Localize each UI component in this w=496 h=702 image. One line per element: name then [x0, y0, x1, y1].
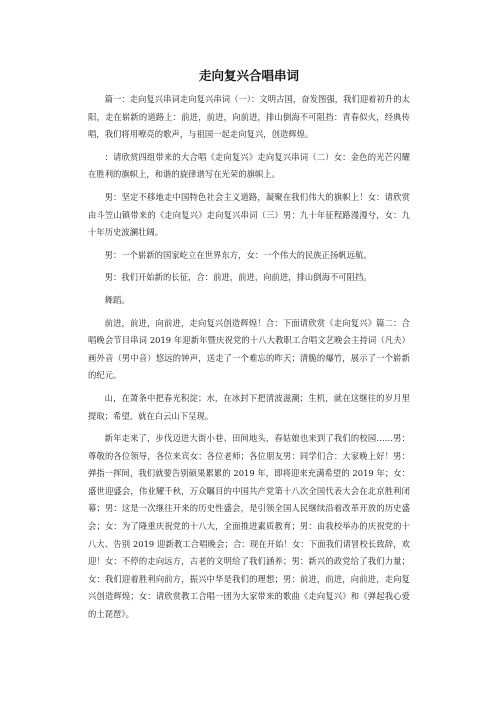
document-page [88, 68, 410, 629]
paragraph-2: ：请欣赏四组带来的大合唱《走向复兴》走向复兴串词（二）女：金色的光芒闪耀在胜利的旗帜上，和谐的旋律谱写在光荣的旗帜上。 [88, 151, 410, 180]
document-title: 走向复兴合唱串词 [198, 68, 299, 83]
paragraph-9: 新年走来了，步伐迈进大街小巷、田间地头，春姑娘也来到了我们的校园……男：尊敬的各位领导，各位来宾女：各位老师；各位朋友男：同学们合：大家晚上好！男：弹指一挥间，我们就要告别硕果累累的 2019 年，即将迎来充满希望的 2019 年；女：盛世迎盛会，伟业耀千秋，万众瞩目的中国共产党第十八次全国代表大会在北京胜利闭幕；男：这是一次继往开来的历史性盛会，是引领全国人民继续沿着改革开放的历史盛会；女：为了隆重庆祝党的十八大，全面推进素质教育；男：由我校举办的庆祝党的十八大、告别 2019 迎新教工合唱晚会；合：现在开始！女：下面我们请冒校长致辞，欢迎！女：不停的走向远方，古老的文明给了我们涵养；男：新兴的政党给了我们力量；女：我们迎着胜利向前方，振兴中华是我们的理想；男：前进，前进，向前进，走向复兴创造辉煌；女：请欣赏教工合唱一团为大家带来的歌曲《走向复兴》和《弹起我心爱的土琵琶》。 [88, 433, 410, 620]
paragraph-8: 山，在萧条中把春光积淀；水，在冰封下把清波滋潮；生机，就在这继往的岁月里提取；希望，就在白云山下呈现。 [88, 392, 410, 421]
paragraph-7: 前进，前进，向前进，走向复兴创造辉煌！合：下面请欣赏《走向复兴》篇二：合唱晚会节目串词 2019 年迎新年暨庆祝党的十八大教职工合唱文艺晚会主持词（凡夫）画外音（男中音）悠远的钟声，送走了一个难忘的昨天；清脆的爆竹，展示了一个崭新的纪元。 [88, 317, 410, 381]
paragraph-1: 篇一：走向复兴串词走向复兴串词（一）：文明古国，奋发图强，我们迎着初升的太阳，走在崭新的道路上：前进，前进，向前进，排山倒海不可阻挡：青春似火，经典传唱，我们将用嘹亮的歌声，与祖国一起走向复兴，创造辉煌。 [88, 94, 410, 140]
paragraph-5: 男：我们开始新的长征，合：前进，前进，向前进，排山倒海不可阻挡。 [104, 272, 372, 283]
paragraph-4: 男：一个崭新的国家屹立在世界东方，女：一个伟大的民族正扬帆远航。 [104, 249, 372, 260]
paragraph-6: 舞蹈。 [104, 294, 130, 305]
paragraph-3: 男：坚定不移地走中国特色社会主义道路，凝聚在我们伟大的旗帜上！女：请欣赏由斗笠山镇带来的《走向复兴》走向复兴串词（三）男：九十年征程路漫漫兮，女：九十年历史波澜壮阔。 [88, 191, 410, 238]
